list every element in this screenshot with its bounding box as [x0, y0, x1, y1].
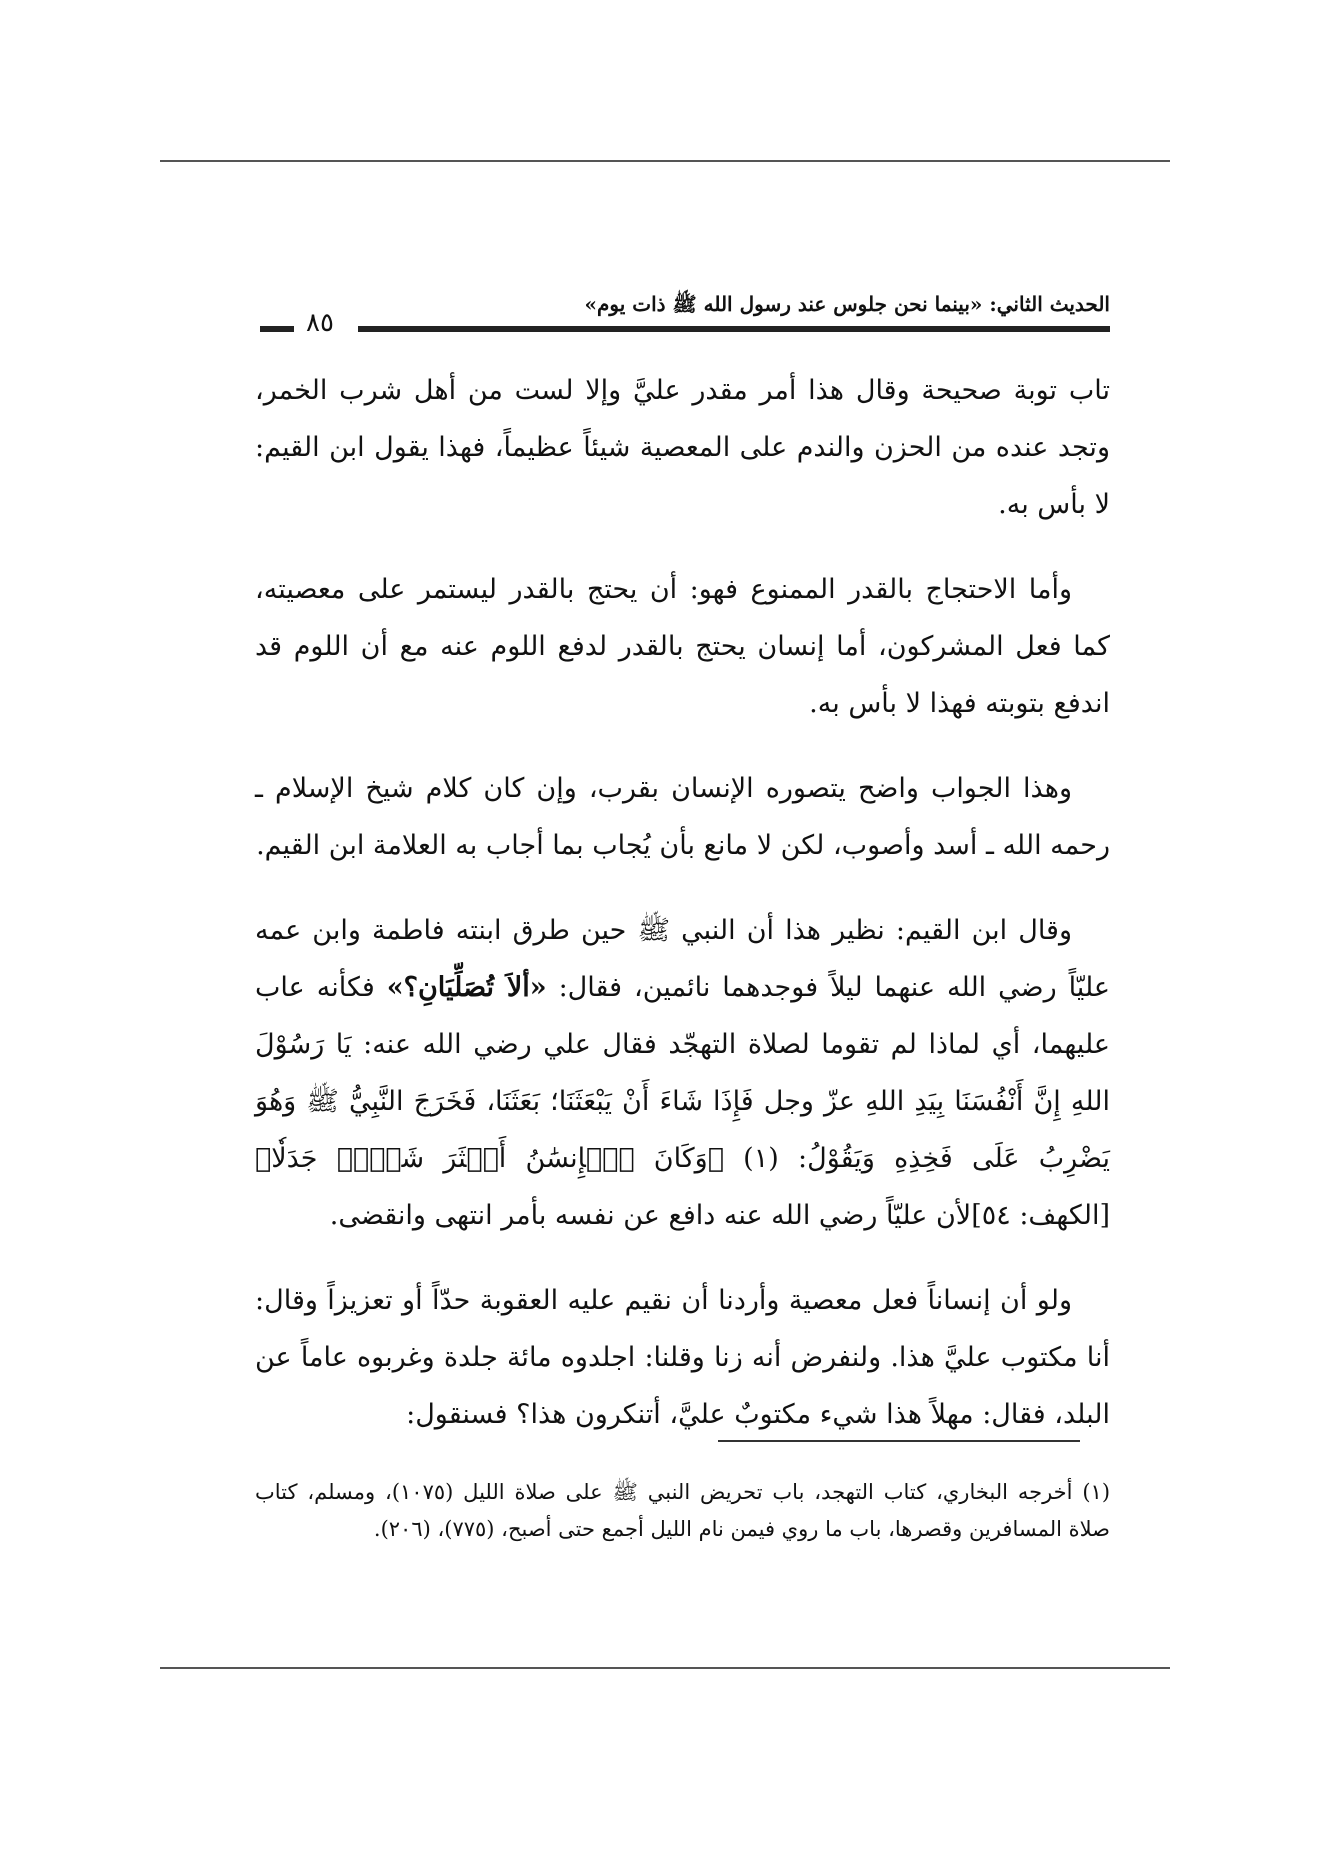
running-title: الحديث الثاني: «بينما نحن جلوس عند رسول الله ﷺ ذات يوم»: [584, 292, 1110, 316]
page-top-rule: [160, 160, 1170, 162]
ibn-qayyim-text-2: فكأنه عاب عليهما، أي لماذا لم تقوما لصلاة التهجّد فقال علي رضي الله عنه: يَا رَسُوْلَ اللهِ إِنَّ أَنْفُسَنَا بِيَدِ اللهِ عزّ وجل فَإِذَا شَاءَ أَنْ يَبْعَثَنَا؛ بَعَثَنَا، فَخَرَجَ النَّبِيُّ ﷺ وَهُوَ يَضْرِبُ عَلَى فَخِذِهِ وَيَقُوْلُ:: [255, 972, 1110, 1174]
main-text: [255, 362, 1110, 1471]
paragraph-4: [255, 902, 1110, 1244]
footnote-reference: (١): [743, 1143, 779, 1174]
paragraph-2: وأما الاحتجاج بالقدر الممنوع فهو: أن يحتج بالقدر ليستمر على معصيته، كما فعل المشركون، أما إنسان يحتج بالقدر لدفع اللوم عنه مع أن اللوم قد اندفع بتوبته فهذا لا بأس به.: [255, 574, 1110, 719]
page-number-mark: [260, 326, 294, 332]
page-bottom-rule: [160, 1667, 1170, 1669]
footnote-separator: [718, 1440, 1080, 1442]
paragraph-5: ولو أن إنساناً فعل معصية وأردنا أن نقيم عليه العقوبة حدّاً أو تعزيزاً وقال: أنا مكتوب عليَّ هذا. ولنفرض أنه زنا وقلنا: اجلدوه مائة جلدة وغربوه عاماً عن البلد، فقال: مهلاً هذا شيء مكتوبٌ عليَّ، أتنكرون هذا؟ فسنقول:: [255, 1285, 1110, 1430]
paragraph-1: تاب توبة صحيحة وقال هذا أمر مقدر عليَّ وإلا لست من أهل شرب الخمر، وتجد عنده من الحزن والندم على المعصية شيئاً عظيماً، فهذا يقول ابن القيم: لا بأس به.: [255, 375, 1110, 520]
page-number: ٨٥: [306, 308, 334, 338]
quran-verse: ﴿وَكَانَ ٱلۡإِنسَٰنُ أَكۡثَرَ شَيۡءٖ جَدَلٗا﴾: [255, 1143, 724, 1174]
prophet-quote: «ألاَ تُصَلِّيَانِ؟»: [386, 972, 547, 1003]
footnote: (١) أخرجه البخاري، كتاب التهجد، باب تحريض النبي ﷺ على صلاة الليل (١٠٧٥)، ومسلم، كتاب صلاة المسافرين وقصرها، باب ما روي فيمن نام الليل أجمع حتى أصبح، (٧٧٥)، (٢٠٦).: [255, 1480, 1111, 1541]
verse-citation: [الكهف: ٥٤]: [971, 1200, 1110, 1231]
paragraph-3: وهذا الجواب واضح يتصوره الإنسان بقرب، وإن كان كلام شيخ الإسلام ـ رحمه الله ـ أسد وأصوب، لكن لا مانع بأن يُجاب بما أجاب به العلامة ابن القيم.: [255, 773, 1110, 861]
ibn-qayyim-text-1: وقال ابن القيم: نظير هذا أن النبي ﷺ حين طرق ابنته فاطمة وابن عمه عليّاً رضي الله عنهما ليلاً فوجدهما نائمين، فقال:: [255, 915, 1111, 1003]
running-header: [260, 292, 1110, 342]
ibn-qayyim-text-3: لأن عليّاً رضي الله عنه دافع عن نفسه بأمر انتهى وانقضى.: [329, 1200, 972, 1231]
header-bar: [358, 326, 1110, 332]
